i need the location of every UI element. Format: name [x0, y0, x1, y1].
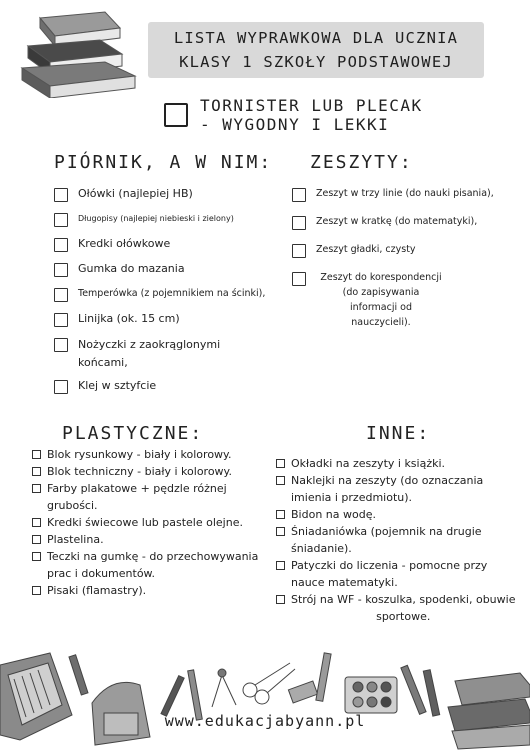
list-item: Strój na WF - koszulka, spodenki, obuwie sportowe.	[276, 591, 520, 625]
tornister-item	[164, 96, 423, 134]
list-item: Długopisy (najlepiej niebieski i zielony)	[54, 211, 294, 236]
checkbox[interactable]	[54, 238, 68, 252]
list-item: Farby plakatowe + pędzle różnej grubości.	[32, 480, 272, 514]
piornik-list	[54, 186, 294, 403]
title-banner	[148, 22, 484, 78]
title-line-2: KLASY 1 SZKOŁY PODSTAWOWEJ	[179, 53, 453, 71]
list-item: Teczki na gumkę - do przechowywania prac i dokumentów.	[32, 548, 272, 582]
checkbox[interactable]	[54, 288, 68, 302]
checkbox[interactable]	[32, 467, 41, 476]
list-item: Kredki ołówkowe	[54, 236, 294, 261]
checkbox[interactable]	[54, 263, 68, 277]
list-item: Śniadaniówka (pojemnik na drugie śniadanie).	[276, 523, 520, 557]
tornister-line-1: TORNISTER LUB PLECAK	[200, 96, 423, 115]
plastyczne-heading: PLASTYCZNE:	[62, 423, 204, 444]
piornik-heading: PIÓRNIK, A W NIM:	[54, 152, 273, 173]
checkbox[interactable]	[54, 380, 68, 394]
checkbox[interactable]	[32, 484, 41, 493]
list-item: Blok rysunkowy - biały i kolorowy.	[32, 446, 272, 463]
checkbox[interactable]	[276, 527, 285, 536]
list-item: Okładki na zeszyty i książki.	[276, 455, 520, 472]
checkbox[interactable]	[54, 313, 68, 327]
checkbox[interactable]	[292, 272, 306, 286]
list-item: Nożyczki z zaokrąglonymi końcami,	[54, 336, 294, 378]
list-item: Naklejki na zeszyty (do oznaczania imienia i przedmiotu).	[276, 472, 520, 506]
checkbox[interactable]	[276, 459, 285, 468]
inne-heading: INNE:	[366, 423, 431, 444]
list-item: Zeszyt gładki, czysty	[292, 242, 520, 270]
school-supplies-illustration	[0, 645, 530, 750]
inne-list	[276, 455, 520, 625]
zeszyty-heading: ZESZYTY:	[310, 152, 413, 173]
tornister-checkbox[interactable]	[164, 103, 188, 127]
checkbox[interactable]	[32, 586, 41, 595]
checkbox[interactable]	[54, 188, 68, 202]
list-item: Plastelina.	[32, 531, 272, 548]
list-item: Bidon na wodę.	[276, 506, 520, 523]
zeszyty-list	[292, 186, 520, 330]
checkbox[interactable]	[54, 213, 68, 227]
website-url[interactable]: www.edukacjabyann.pl	[164, 712, 366, 730]
list-item: Ołówki (najlepiej HB)	[54, 186, 294, 211]
list-item: Linijka (ok. 15 cm)	[54, 311, 294, 336]
list-item: Zeszyt do korespondencji (do zapisywania informacji od nauczycieli).	[292, 270, 520, 330]
checkbox[interactable]	[276, 510, 285, 519]
checkbox[interactable]	[276, 561, 285, 570]
list-item: Klej w sztyfcie	[54, 378, 294, 403]
books-illustration	[10, 8, 140, 98]
list-item: Pisaki (flamastry).	[32, 582, 272, 599]
checkbox[interactable]	[292, 188, 306, 202]
checkbox[interactable]	[32, 450, 41, 459]
checkbox[interactable]	[292, 244, 306, 258]
checkbox[interactable]	[292, 216, 306, 230]
checkbox[interactable]	[54, 338, 68, 352]
list-item: Kredki świecowe lub pastele olejne.	[32, 514, 272, 531]
list-item: Zeszyt w trzy linie (do nauki pisania),	[292, 186, 520, 214]
list-item: Temperówka (z pojemnikiem na ścinki),	[54, 286, 294, 311]
checkbox[interactable]	[32, 535, 41, 544]
checkbox[interactable]	[276, 595, 285, 604]
plastyczne-list	[32, 446, 272, 599]
tornister-line-2: - WYGODNY I LEKKI	[200, 115, 390, 134]
list-item: Gumka do mazania	[54, 261, 294, 286]
list-item: Patyczki do liczenia - pomocne przy nauce matematyki.	[276, 557, 520, 591]
checkbox[interactable]	[276, 476, 285, 485]
list-item: Blok techniczny - biały i kolorowy.	[32, 463, 272, 480]
list-item: Zeszyt w kratkę (do matematyki),	[292, 214, 520, 242]
checkbox[interactable]	[32, 552, 41, 561]
checkbox[interactable]	[32, 518, 41, 527]
title-line-1: LISTA WYPRAWKOWA DLA UCZNIA	[173, 29, 459, 47]
